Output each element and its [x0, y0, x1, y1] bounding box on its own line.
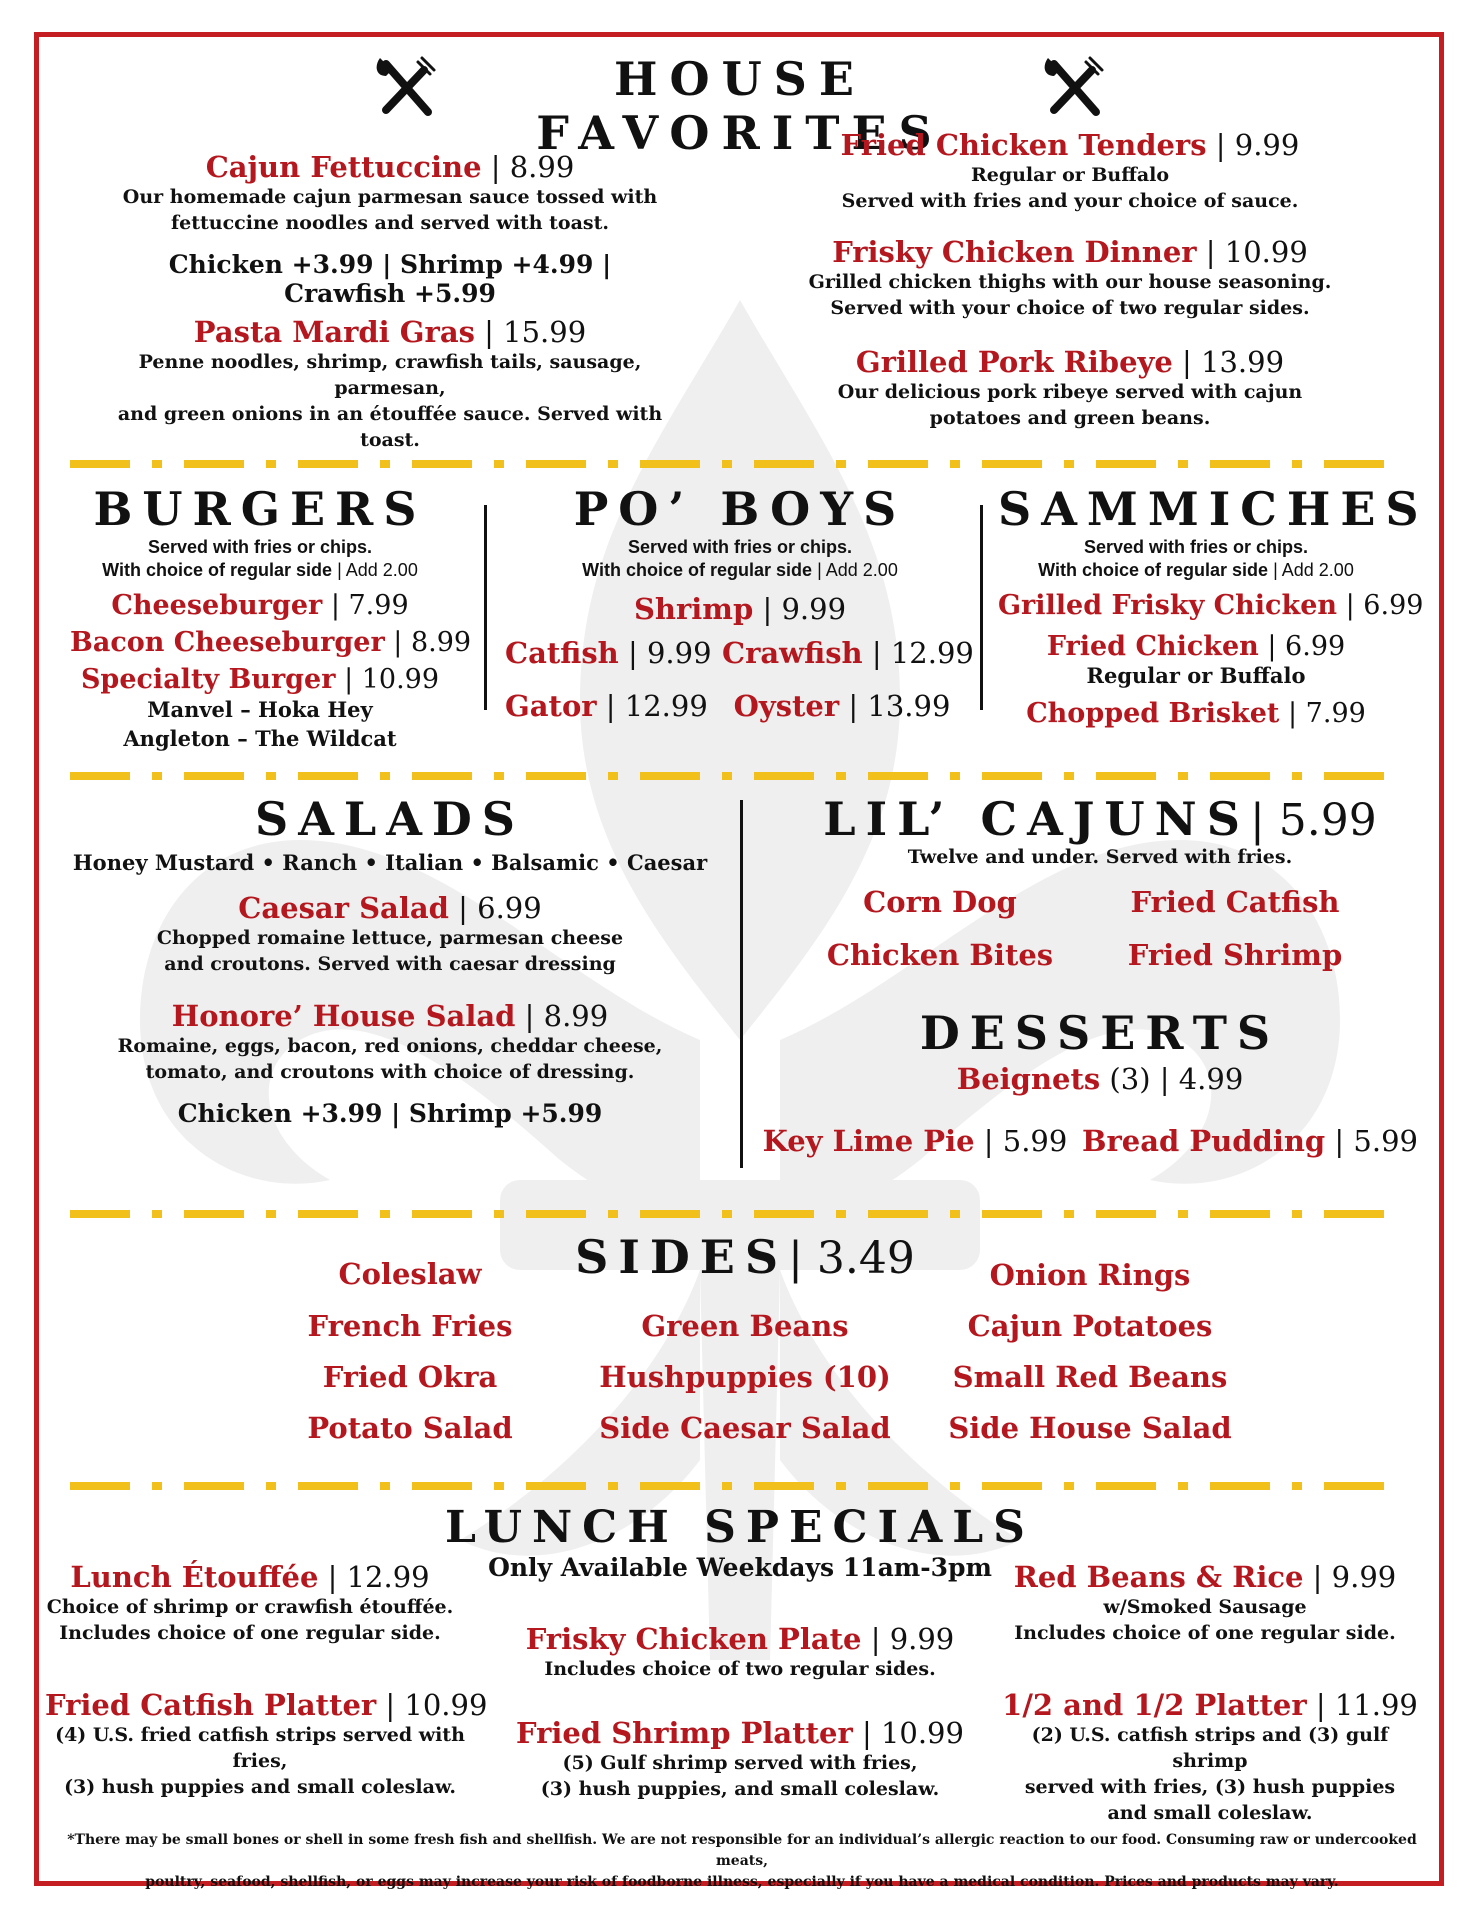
- sides-title: [560, 1230, 930, 1284]
- item-desc: Penne noodles, shrimp, crawfish tails, sausage, parmesan,: [138, 351, 642, 399]
- section-title: LIL’ CAJUNS: [823, 792, 1250, 846]
- item-price: | 12.99: [871, 636, 974, 670]
- item-desc: (5) Gulf shrimp served with fries,: [562, 1752, 918, 1774]
- pasta-mardi-gras-item: [110, 315, 670, 453]
- item-price: | 15.99: [484, 315, 587, 349]
- item-price: | 6.99: [1345, 590, 1424, 621]
- item-price: | 12.99: [605, 689, 708, 723]
- section-note: Served with fries or chips.: [627, 537, 853, 557]
- item-name: Caesar Salad: [238, 891, 449, 925]
- item-name: Fried Shrimp Platter: [516, 1716, 853, 1750]
- item-name: Gator: [505, 689, 597, 723]
- side-item: Hushpuppies (10): [599, 1360, 891, 1394]
- item-desc: (4) U.S. fried catfish strips served with fries,: [55, 1724, 465, 1772]
- item-desc: and croutons. Served with caesar dressing: [164, 953, 616, 975]
- item-desc: Our delicious pork ribeye served with cajun: [837, 381, 1303, 403]
- disclaimer-line: poultry, seafood, shellfish, or eggs may increase your risk of foodborne illness, especially if you have a medical condition. Prices and products may vary.: [145, 1874, 1339, 1890]
- item-name: Grilled Frisky Chicken: [998, 590, 1338, 621]
- item-name: Pasta Mardi Gras: [193, 315, 475, 349]
- side-item: Coleslaw: [338, 1257, 482, 1291]
- item-price: | 6.99: [1267, 631, 1346, 662]
- section-note-addon: | Add 2.00: [1273, 560, 1354, 580]
- item-desc: (2) U.S. catfish strips and (3) gulf shrimp: [1031, 1724, 1389, 1772]
- item-desc: Grilled chicken thighs with our house seasoning.: [808, 271, 1332, 293]
- lunch-etouffee-item: [45, 1560, 455, 1646]
- item-desc: fettuccine noodles and served with toast.: [170, 212, 610, 234]
- item-addons: Chicken +3.99 | Shrimp +5.99: [177, 1099, 603, 1128]
- sides-col-2: [580, 1301, 910, 1454]
- section-note: Served with fries or chips.: [147, 537, 373, 557]
- item-desc: Regular or Buffalo: [1086, 663, 1306, 688]
- item-desc: and green onions in an étouffée sauce. Served with toast.: [117, 403, 663, 451]
- fried-catfish-platter-item: [45, 1688, 488, 1800]
- item-name: Specialty Burger: [80, 664, 336, 695]
- item-price: | 12.99: [318, 1560, 430, 1594]
- item-name: Red Beans & Rice: [1013, 1560, 1304, 1594]
- section-note-addon: | Add 2.00: [337, 560, 418, 580]
- item-price: | 8.99: [515, 999, 609, 1033]
- section-title: SALADS: [254, 792, 526, 846]
- item-price: | 7.99: [330, 590, 409, 621]
- poboys-section: [498, 482, 982, 626]
- item-desc: (3) hush puppies and small coleslaw.: [64, 1776, 456, 1798]
- frisky-chicken-plate-item: [510, 1622, 970, 1682]
- fried-shrimp-platter-item: [510, 1716, 970, 1802]
- item-name: Fried Chicken Tenders: [840, 128, 1207, 162]
- item-desc: Chopped romaine lettuce, parmesan cheese: [156, 927, 624, 949]
- item-name: Lunch Étouffée: [70, 1560, 319, 1594]
- item-name: Frisky Chicken Plate: [525, 1622, 862, 1656]
- item-desc: tomato, and croutons with choice of dressing.: [145, 1061, 635, 1083]
- cajun-fettuccine-item: [110, 150, 670, 308]
- section-title: PO’ BOYS: [573, 482, 907, 536]
- disclaimer-line: *There may be small bones or shell in some fresh fish and shellfish. We are not responsible for an individual’s allergic reaction to our food. Consuming raw or undercooked meats,: [67, 1832, 1417, 1869]
- section-title: LUNCH SPECIALS: [445, 1502, 1035, 1553]
- item-price: | 7.99: [1288, 698, 1366, 729]
- item-name: Cajun Fettuccine: [205, 150, 482, 184]
- item-desc: Choice of shrimp or crawfish étouffée.: [46, 1596, 454, 1618]
- side-item: Side House Salad: [948, 1411, 1232, 1445]
- item-desc: Served with fries and your choice of sauce.: [841, 190, 1299, 212]
- specialty-location: Angleton – The Wildcat: [123, 726, 397, 751]
- item-price: | 10.99: [1205, 235, 1308, 269]
- item-price: | 13.99: [1182, 345, 1285, 379]
- section-divider: [70, 1482, 1390, 1490]
- kids-item: Fried Shrimp: [1127, 938, 1343, 972]
- section-note: With choice of regular side: [102, 560, 333, 580]
- section-price: | 3.49: [788, 1233, 915, 1284]
- item-name: Chopped Brisket: [1026, 698, 1280, 729]
- item-desc: served with fries, (3) hush puppies: [1024, 1776, 1396, 1798]
- item-desc: and small coleslaw.: [1107, 1802, 1313, 1824]
- kids-item: Chicken Bites: [826, 938, 1054, 972]
- side-item: Fried Okra: [322, 1360, 498, 1394]
- section-title: DESSERTS: [919, 1006, 1281, 1060]
- item-name: Honore’ House Salad: [171, 999, 516, 1033]
- item-desc: Regular or Buffalo: [970, 164, 1170, 186]
- item-price: | 6.99: [448, 891, 542, 925]
- item-price: | 4.99: [1150, 1062, 1244, 1096]
- sides-col-1: [270, 1248, 550, 1454]
- dressing-options: Honey Mustard • Ranch • Italian • Balsamic • Caesar: [72, 850, 708, 875]
- item-name: 1/2 and 1/2 Platter: [1002, 1688, 1307, 1722]
- item-name: Fried Catfish Platter: [45, 1688, 377, 1722]
- item-price: | 8.99: [490, 150, 575, 184]
- grilled-pork-ribeye-item: [790, 345, 1350, 431]
- item-name: Bread Pudding: [1081, 1124, 1326, 1158]
- lunch-header: [440, 1502, 1040, 1582]
- side-item: Potato Salad: [307, 1411, 513, 1445]
- item-name: Key Lime Pie: [762, 1124, 975, 1158]
- fork-knife-icon: [1040, 52, 1110, 122]
- section-note-addon: | Add 2.00: [817, 560, 898, 580]
- desserts-section: [760, 1006, 1440, 1096]
- item-price: | 9.99: [762, 592, 847, 626]
- kids-item: Fried Catfish: [1130, 885, 1340, 919]
- item-price: | 9.99: [1303, 1560, 1397, 1594]
- kids-item: Corn Dog: [863, 885, 1017, 919]
- side-item: Cajun Potatoes: [967, 1309, 1213, 1343]
- sides-col-3: [940, 1250, 1240, 1454]
- side-item: French Fries: [307, 1309, 513, 1343]
- item-price: | 13.99: [848, 689, 951, 723]
- lil-cajuns-section: [760, 792, 1440, 868]
- page-title: HOUSE FAVORITES: [536, 52, 944, 160]
- item-price: | 9.99: [627, 636, 712, 670]
- item-name: Grilled Pork Ribeye: [855, 345, 1173, 379]
- item-price: | 9.99: [1215, 128, 1300, 162]
- salads-section: [70, 792, 710, 1128]
- item-desc: (3) hush puppies, and small coleslaw.: [540, 1778, 940, 1800]
- item-name: Fried Chicken: [1046, 631, 1259, 662]
- section-title: BURGERS: [93, 482, 427, 536]
- section-title: SIDES: [575, 1230, 789, 1284]
- fried-chicken-tenders-item: [790, 128, 1350, 214]
- item-name: Catfish: [505, 636, 619, 670]
- section-divider: [70, 772, 1390, 780]
- section-price: | 5.99: [1249, 795, 1377, 846]
- item-price: | 8.99: [393, 627, 472, 658]
- item-desc: Includes choice of one regular side.: [59, 1622, 441, 1644]
- item-name: Bacon Cheeseburger: [70, 627, 385, 658]
- section-note: With choice of regular side: [1038, 560, 1269, 580]
- item-desc: potatoes and green beans.: [929, 407, 1211, 429]
- half-and-half-platter-item: [1000, 1688, 1420, 1826]
- item-price: | 5.99: [1325, 1124, 1418, 1158]
- item-desc: Romaine, eggs, bacon, red onions, cheddar cheese,: [117, 1035, 663, 1057]
- item-name: Cheeseburger: [111, 590, 323, 621]
- item-desc: Includes choice of two regular sides.: [544, 1658, 936, 1680]
- item-price: | 11.99: [1306, 1688, 1418, 1722]
- item-name: Crawfish: [722, 636, 863, 670]
- item-price: | 9.99: [861, 1622, 955, 1656]
- section-note: With choice of regular side: [582, 560, 813, 580]
- fork-knife-icon: [372, 52, 442, 122]
- side-item: Onion Rings: [989, 1258, 1191, 1292]
- burgers-section: [70, 482, 472, 753]
- item-price: | 10.99: [344, 664, 440, 695]
- item-price: | 10.99: [852, 1716, 964, 1750]
- side-item: Small Red Beans: [952, 1360, 1228, 1394]
- item-desc: w/Smoked Sausage: [1103, 1596, 1307, 1618]
- red-beans-rice-item: [1000, 1560, 1410, 1646]
- item-name: Oyster: [733, 689, 840, 723]
- section-divider: [70, 1210, 1390, 1218]
- frisky-chicken-dinner-item: [790, 235, 1350, 321]
- item-desc: Our homemade cajun parmesan sauce tossed with: [122, 186, 658, 208]
- section-note: Twelve and under. Served with fries.: [907, 846, 1293, 868]
- item-name: Frisky Chicken Dinner: [832, 235, 1197, 269]
- sammiches-section: [998, 482, 1429, 729]
- side-item: Green Beans: [641, 1309, 849, 1343]
- item-price: | 5.99: [974, 1124, 1068, 1158]
- specialty-location: Manvel – Hoka Hey: [147, 697, 373, 722]
- column-divider: [980, 505, 983, 710]
- section-title: SAMMICHES: [998, 482, 1429, 536]
- column-divider: [740, 800, 743, 1168]
- item-price: | 10.99: [376, 1688, 488, 1722]
- item-name: Beignets: [956, 1062, 1101, 1096]
- column-divider: [484, 505, 487, 710]
- section-divider: [70, 460, 1390, 468]
- item-desc: Served with your choice of two regular sides.: [830, 297, 1310, 319]
- section-subtitle: Only Available Weekdays 11am-3pm: [488, 1553, 992, 1582]
- disclaimer: [44, 1830, 1440, 1893]
- side-item: Side Caesar Salad: [599, 1411, 891, 1445]
- item-addons: Chicken +3.99 | Shrimp +4.99 | Crawfish +5.99: [168, 250, 612, 308]
- item-desc: Includes choice of one regular side.: [1014, 1622, 1396, 1644]
- item-name: Shrimp: [633, 592, 754, 626]
- item-qty: (3): [1100, 1062, 1151, 1096]
- section-note: Served with fries or chips.: [1083, 537, 1309, 557]
